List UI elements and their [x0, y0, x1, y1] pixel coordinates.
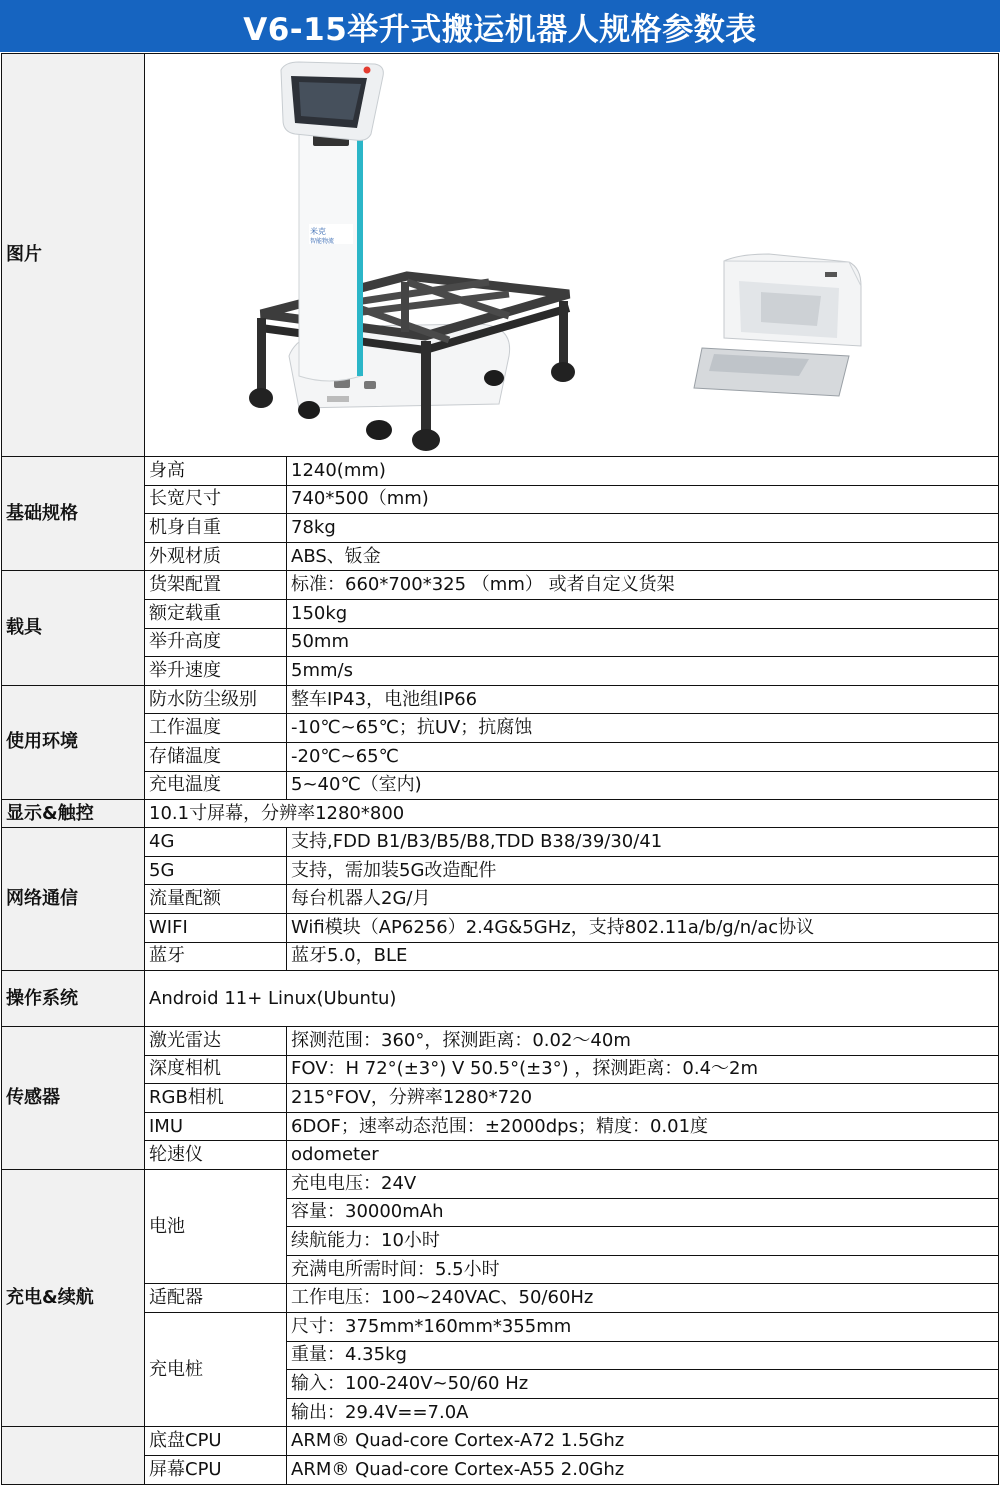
spec-row: [2, 1284, 999, 1313]
section-label: 使用环境: [2, 685, 145, 799]
product-images: [149, 56, 999, 456]
spec-name: 充电温度: [145, 771, 287, 800]
spec-value: odometer: [287, 1141, 999, 1170]
spec-value: 78kg: [287, 514, 999, 543]
spec-value: 6DOF；速率动态范围：±2000dps；精度：0.01度: [287, 1112, 999, 1141]
spec-row: [2, 971, 999, 1027]
spec-value: 标准：660*700*325 （mm） 或者自定义货架: [287, 571, 999, 600]
section-label: 网络通信: [2, 828, 145, 971]
spec-row: [2, 771, 999, 800]
spec-value: ABS、钣金: [287, 542, 999, 571]
spec-value: FOV：H 72°(±3°) V 50.5°(±3°) ，探测距离：0.4～2m: [287, 1055, 999, 1084]
spec-row: [2, 1055, 999, 1084]
spec-row: [2, 1170, 999, 1199]
spec-value: 容量：30000mAh: [287, 1198, 999, 1227]
spec-value: 尺寸：375mm*160mm*355mm: [287, 1313, 999, 1342]
spec-row: [2, 714, 999, 743]
spec-value: 工作电压：100~240VAC、50/60Hz: [287, 1284, 999, 1313]
spec-value: 215°FOV，分辨率1280*720: [287, 1084, 999, 1113]
spec-value: 5~40℃（室内): [287, 771, 999, 800]
spec-row: [2, 742, 999, 771]
spec-name: 轮速仪: [145, 1141, 287, 1170]
spec-value: Android 11+ Linux(Ubuntu): [145, 971, 999, 1027]
spec-value: 10.1寸屏幕，分辨率1280*800: [145, 800, 999, 828]
spec-name: 蓝牙: [145, 942, 287, 971]
spec-row: [2, 628, 999, 657]
spec-value: 重量：4.35kg: [287, 1341, 999, 1370]
spec-value: 输入：100-240V~50/60 Hz: [287, 1370, 999, 1399]
spec-name: 外观材质: [145, 542, 287, 571]
image-row: [2, 54, 999, 457]
spec-row: [2, 1084, 999, 1113]
spec-row: [2, 1112, 999, 1141]
spec-name: 充电桩: [145, 1313, 287, 1427]
spec-value: 支持,FDD B1/B3/B5/B8,TDD B38/39/30/41: [287, 828, 999, 857]
spec-row: [2, 828, 999, 857]
spec-name: 机身自重: [145, 514, 287, 543]
spec-row: [2, 1456, 999, 1485]
spec-name: 长宽尺寸: [145, 485, 287, 514]
spec-value: Wifi模块（AP6256）2.4G&5GHz，支持802.11a/b/g/n/ac协议: [287, 913, 999, 942]
spec-value: ARM® Quad-core Cortex-A72 1.5Ghz: [287, 1427, 999, 1456]
spec-name: 举升速度: [145, 657, 287, 686]
spec-row: [2, 599, 999, 628]
spec-name: 流量配额: [145, 885, 287, 914]
spec-row: [2, 942, 999, 971]
spec-row: [2, 1141, 999, 1170]
spec-name: 4G: [145, 828, 287, 857]
spec-row: [2, 657, 999, 686]
spec-value: 5mm/s: [287, 657, 999, 686]
spec-value: ARM® Quad-core Cortex-A55 2.0Ghz: [287, 1456, 999, 1485]
image-section-label: 图片: [2, 54, 145, 457]
spec-value: 740*500（mm): [287, 485, 999, 514]
spec-name: 屏幕CPU: [145, 1456, 287, 1485]
charging-pile-illustration: [694, 254, 861, 396]
spec-name: 存储温度: [145, 742, 287, 771]
spec-name: 举升高度: [145, 628, 287, 657]
spec-row: [2, 800, 999, 828]
spec-name: 适配器: [145, 1284, 287, 1313]
spec-value: -10℃~65℃；抗UV；抗腐蚀: [287, 714, 999, 743]
spec-table: [1, 53, 999, 1485]
spec-value: 输出：29.4V==7.0A: [287, 1398, 999, 1427]
spec-row: [2, 1427, 999, 1456]
robot-logo: [309, 224, 353, 245]
section-label: 载具: [2, 571, 145, 685]
spec-name: 电池: [145, 1170, 287, 1284]
spec-value: 蓝牙5.0，BLE: [287, 942, 999, 971]
spec-value: 150kg: [287, 599, 999, 628]
spec-value: 支持，需加装5G改造配件: [287, 856, 999, 885]
spec-row: [2, 885, 999, 914]
svg-text:米克: 米克: [310, 227, 326, 236]
section-label: [2, 1427, 145, 1484]
spec-row: [2, 514, 999, 543]
robot-illustration: [249, 62, 575, 451]
spec-value: 充满电所需时间：5.5小时: [287, 1255, 999, 1284]
section-label: 充电&续航: [2, 1170, 145, 1427]
spec-value: 每台机器人2G/月: [287, 885, 999, 914]
spec-name: 工作温度: [145, 714, 287, 743]
spec-row: [2, 1313, 999, 1342]
section-label: 显示&触控: [2, 800, 145, 828]
spec-name: 防水防尘级别: [145, 685, 287, 714]
spec-name: 激光雷达: [145, 1027, 287, 1056]
spec-name: RGB相机: [145, 1084, 287, 1113]
section-label: 操作系统: [2, 971, 145, 1027]
spec-row: [2, 685, 999, 714]
spec-name: 深度相机: [145, 1055, 287, 1084]
spec-name: 底盘CPU: [145, 1427, 287, 1456]
spec-value: -20℃~65℃: [287, 742, 999, 771]
image-cell: [145, 54, 999, 457]
svg-text:智能物流: 智能物流: [310, 238, 335, 245]
section-label: 传感器: [2, 1027, 145, 1170]
section-label: 基础规格: [2, 457, 145, 571]
spec-row: [2, 457, 999, 486]
spec-name: 货架配置: [145, 571, 287, 600]
spec-name: 5G: [145, 856, 287, 885]
spec-row: [2, 1027, 999, 1056]
page-title: V6-15举升式搬运机器人规格参数表: [0, 0, 1000, 52]
spec-row: [2, 542, 999, 571]
spec-row: [2, 485, 999, 514]
spec-value: 探测范围：360°，探测距离：0.02～40m: [287, 1027, 999, 1056]
spec-name: WIFI: [145, 913, 287, 942]
spec-value: 充电电压：24V: [287, 1170, 999, 1199]
spec-value: 1240(mm): [287, 457, 999, 486]
spec-row: [2, 913, 999, 942]
spec-row: [2, 856, 999, 885]
spec-value: 续航能力：10小时: [287, 1227, 999, 1256]
spec-name: 身高: [145, 457, 287, 486]
spec-value: 整车IP43，电池组IP66: [287, 685, 999, 714]
spec-value: 50mm: [287, 628, 999, 657]
spec-row: [2, 571, 999, 600]
spec-name: 额定载重: [145, 599, 287, 628]
spec-name: IMU: [145, 1112, 287, 1141]
